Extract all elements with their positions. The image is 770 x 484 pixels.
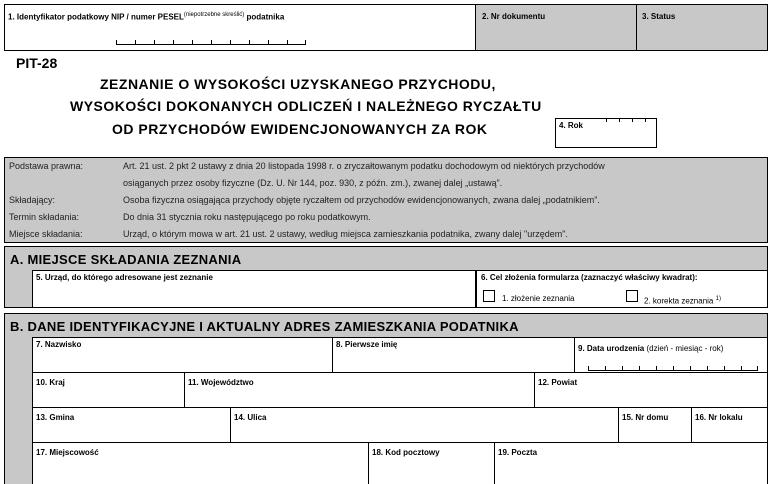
status-label: 3. Status bbox=[642, 12, 676, 21]
nip-pesel-digit-ticks bbox=[116, 40, 306, 45]
korekta-option-label: 2. korekta zeznania $^{1)}$ bbox=[644, 296, 721, 306]
zlozenie-checkbox[interactable] bbox=[483, 290, 495, 302]
title-line-3: OD PRZYCHODÓW EWIDENCJONOWANYCH ZA ROK bbox=[112, 121, 488, 137]
year-label: 4. Rok bbox=[559, 121, 584, 130]
termin-label: Termin składania: bbox=[9, 212, 80, 222]
cel-zlozenia-label: 6. Cel złożenia formularza (zaznaczyć właściwy kwadrat): bbox=[481, 273, 698, 282]
podstawa-text-1: Art. 21 ust. 2 pkt 2 ustawy z dnia 20 listopada 1998 r. o zryczałtowanym podatku dochodowym od niektórych przychodów bbox=[123, 161, 605, 171]
title-line-1: ZEZNANIE O WYSOKOŚCI UZYSKANEGO PRZYCHODU, bbox=[100, 76, 496, 92]
miejscowosc-label: 17. Miejscowość bbox=[36, 448, 99, 457]
powiat-label: 12. Powiat bbox=[538, 378, 578, 387]
birth-date-ticks bbox=[588, 366, 758, 371]
nr-domu-label: 15. Nr domu bbox=[622, 413, 669, 422]
kod-pocztowy-label: 18. Kod pocztowy bbox=[372, 448, 440, 457]
nip-pesel-label: 1. Identyfikator podatkowy NIP / numer $PESEL^{(niepotrzebne skreślić)}$ podatnika bbox=[8, 12, 285, 22]
urzad-label: 5. Urząd, do którego adresowane jest zeznanie bbox=[36, 273, 213, 282]
year-digit-ticks bbox=[606, 118, 646, 121]
podstawa-text-2: osiąganych przez osoby fizyczne (Dz. U. Nr 144, poz. 930, z późn. zm.), zwanej dalej „ustawą”. bbox=[123, 178, 503, 188]
header-divider bbox=[636, 4, 637, 51]
skladajacy-text: Osoba fizyczna osiągająca przychody objęte ryczałtem od przychodów ewidencjonowanych, zwana dalej „podatnikiem”. bbox=[123, 195, 600, 205]
pierwsze-imie-label: 8. Pierwsze imię bbox=[336, 340, 398, 349]
title-line-2: WYSOKOŚCI DOKONANYCH ODLICZEŃ I NALEŻNEGO RYCZAŁTU bbox=[70, 98, 542, 114]
form-code: PIT-28 bbox=[16, 55, 58, 71]
section-b-title: B. DANE IDENTYFIKACYJNE I AKTUALNY ADRES ZAMIESZKANIA PODATNIKA bbox=[10, 319, 519, 334]
ulica-field[interactable] bbox=[230, 407, 619, 443]
data-urodzenia-label: 9. Data urodzenia (dzień - miesiąc - rok) bbox=[578, 344, 724, 353]
nr-lokalu-label: 16. Nr lokalu bbox=[695, 413, 743, 422]
document-number-label: 2. Nr dokumentu bbox=[482, 12, 546, 21]
kraj-label: 10. Kraj bbox=[36, 378, 65, 387]
miejsce-text: Urząd, o którym mowa w art. 21 ust. 2 ustawy, według miejsca zamieszkania podatnika, zwany dalej "urzędem". bbox=[123, 229, 568, 239]
section-a-title: A. MIEJSCE SKŁADANIA ZEZNANIA bbox=[10, 252, 242, 267]
miejsce-label: Miejsce składania: bbox=[9, 229, 83, 239]
poczta-label: 19. Poczta bbox=[498, 448, 538, 457]
gmina-label: 13. Gmina bbox=[36, 413, 75, 422]
nazwisko-label: 7. Nazwisko bbox=[36, 340, 82, 349]
zlozenie-option-label: 1. złożenie zeznania bbox=[502, 294, 575, 303]
podstawa-label: Podstawa prawna: bbox=[9, 161, 84, 171]
wojewodztwo-label: 11. Województwo bbox=[188, 378, 254, 387]
skladajacy-label: Składający: bbox=[9, 195, 56, 205]
ulica-label: 14. Ulica bbox=[234, 413, 267, 422]
termin-text: Do dnia 31 stycznia roku następującego po roku podatkowym. bbox=[123, 212, 371, 222]
korekta-checkbox[interactable] bbox=[626, 290, 638, 302]
